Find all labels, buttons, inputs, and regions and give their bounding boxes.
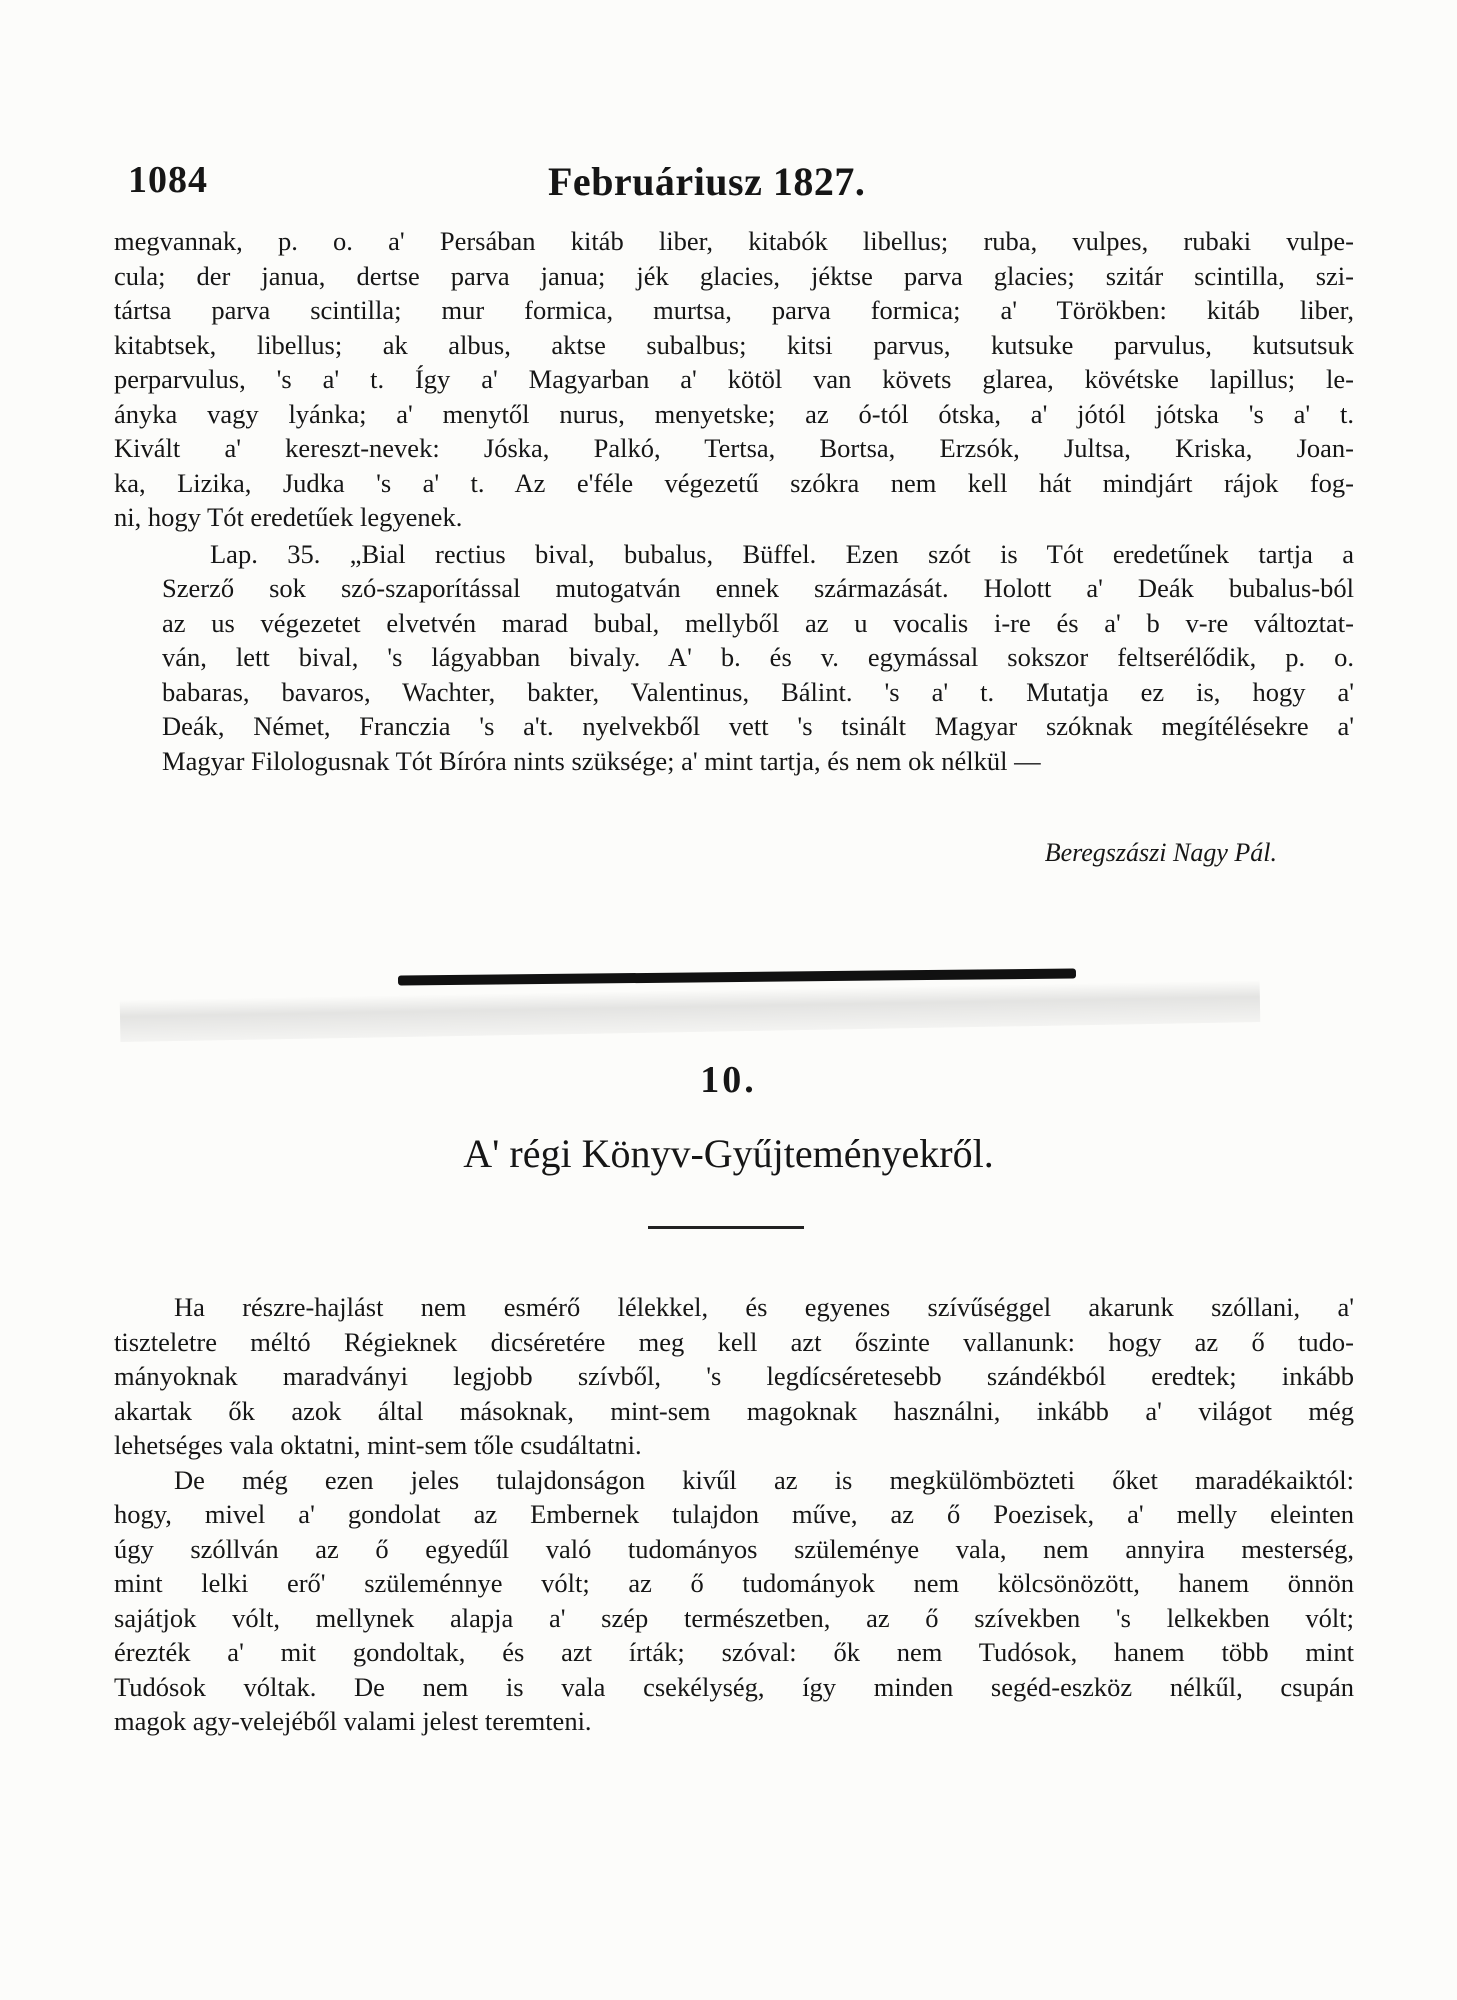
text-line: Magyar Filologusnak Tót Bíróra nints szüksége; a' mint tartja, és nem ok nélkül — — [162, 745, 1041, 776]
text-line: úgy szóllván az ő egyedűl való tudományos szüleménye vala, nem annyira mesterség, — [114, 1533, 1354, 1564]
text-line: magok agy-velejéből valami jelest teremteni. — [114, 1706, 592, 1736]
text-line: Tudósok vóltak. De nem is vala csekélység, így minden segéd-eszköz nélkűl, csupán — [114, 1671, 1354, 1702]
text-line: Kivált a' kereszt-nevek: Jóska, Palkó, Tertsa, Bortsa, Erzsók, Jultsa, Kriska, Joan- — [114, 433, 1354, 463]
author-signature: Beregszászi Nagy Pál. — [1044, 838, 1277, 867]
text-line: érezték a' mit gondoltak, és azt írták; szóval: ők nem Tudósok, hanem több mint — [114, 1637, 1354, 1667]
text-line: ányka vagy lyánka; a' menytől nurus, menyetske; az ó-tól ótska, a' jótól jótska 's a' t. — [114, 398, 1354, 429]
section-number: 10. — [700, 1059, 757, 1101]
upper-paragraph-2 — [114, 537, 1354, 779]
text-line: cula; der janua, dertse parva janua; jék glacies, jéktse parva glacies; szitár scintilla, szi- — [114, 260, 1354, 291]
text-line: babaras, bavaros, Wachter, bakter, Valentinus, Bálint. 's a' t. Mutatja ez is, hogy a' — [162, 676, 1354, 707]
print-smudge — [120, 980, 1261, 1042]
upper-paragraph-1 — [114, 224, 1354, 535]
text-line: akartak ők azok által másoknak, mint-sem magoknak használni, inkább a' világot még — [114, 1395, 1354, 1426]
lower-paragraph-2 — [114, 1463, 1354, 1739]
text-line: megvannak, p. o. a' Persában kitáb liber, kitabók libellus; ruba, vulpes, rubaki vulpe- — [114, 226, 1354, 256]
text-line: Szerző sok szó-szaporítással mutogatván ennek származását. Holott a' Deák bubalus-ból — [162, 573, 1354, 603]
text-line: mint lelki erő' szüleménnye vólt; az ő tudományok nem kölcsönözött, hanem önnön — [114, 1568, 1354, 1598]
text-line: ka, Lizika, Judka 's a' t. Az e'féle végezetű szókra nem kell hát mindjárt rájok fog- — [114, 467, 1354, 498]
text-line: Ha részre-hajlást nem esmérő lélekkel, és egyenes szívűséggel akarunk szóllani, a' — [174, 1292, 1354, 1322]
upper-text-block — [114, 224, 1354, 778]
text-line: ván, lett bival, 's lágyabban bivaly. A' b. és v. egymással sokszor feltserélődik, p. o. — [162, 642, 1354, 672]
page-header — [128, 158, 1348, 218]
lower-text-block — [114, 1290, 1354, 1739]
text-line: az us végezetet elvetvén marad bubal, mellyből az u vocalis i-re és a' b v-re változtat- — [162, 607, 1354, 638]
text-line: Deák, Német, Franczia 's a't. nyelvekből vett 's tsinált Magyar szóknak megítélésekre a' — [162, 711, 1354, 741]
text-line: perparvulus, 's a' t. Így a' Magyarban a' kötöl van követs glarea, kövétske lapillus; le- — [114, 364, 1354, 394]
text-line: kitabtsek, libellus; ak albus, aktse subalbus; kitsi parvus, kutsuke parvulus, kutsutsuk — [114, 329, 1354, 360]
section-divider-thick — [398, 968, 1076, 985]
text-line: lehetséges vala oktatni, mint-sem tőle csudáltatni. — [114, 1430, 642, 1460]
text-line: hogy, mivel a' gondolat az Embernek tulajdon műve, az ő Poezisek, a' melly eleinten — [114, 1499, 1354, 1529]
page-number: 1084 — [128, 159, 208, 201]
text-line: tiszteletre méltó Régieknek dicséretére meg kell azt őszinte vallanunk: hogy az ő tudo- — [114, 1326, 1354, 1357]
title-underline — [648, 1226, 804, 1229]
text-line: tártsa parva scintilla; mur formica, murtsa, parva formica; a' Törökben: kitáb liber, — [114, 295, 1354, 325]
lower-paragraph-1 — [114, 1290, 1354, 1463]
text-line: sajátjok vólt, mellynek alapja a' szép természetben, az ő szívekben 's lelkekben vólt; — [114, 1602, 1354, 1633]
text-line: ni, hogy Tót eredetűek legyenek. — [114, 502, 463, 532]
text-line: De még ezen jeles tulajdonságon kivűl az is megkülömbözteti őket maradékaiktól: — [174, 1464, 1354, 1495]
text-line: Lap. 35. „Bial rectius bival, bubalus, Büffel. Ezen szót is Tót eredetűnek tartja a — [210, 538, 1354, 569]
section-title: A' régi Könyv-Gyűjteményekről. — [463, 1131, 994, 1176]
running-title: Februáriusz 1827. — [548, 159, 866, 204]
text-line: mányoknak maradványi legjobb szívből, 's legdícséretesebb szándékból eredtek; inkább — [114, 1361, 1354, 1391]
